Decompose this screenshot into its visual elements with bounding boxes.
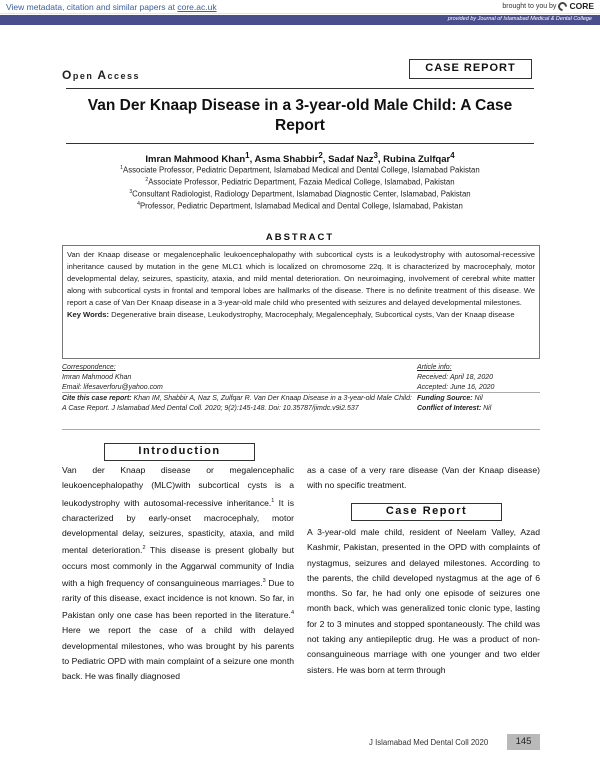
correspondence-name: Imran Mahmood Khan xyxy=(62,374,132,381)
intro-part-5: Here we report the case of a child with delayed developmental milestones, who was brought by his parents to Pediatric OPD with main complaint of a seizure one month back. He was finally diagnosed xyxy=(62,625,294,682)
introduction-text xyxy=(62,463,294,685)
intro-part-1: Van der Knaap disease or megalencephalic leukoencephalopathy (MLC)with subcortical cysts is a leukodystrophy with autosomal-recessive inheritance. xyxy=(62,465,294,508)
title-line-2: Report xyxy=(275,117,325,134)
funding-block xyxy=(417,394,540,414)
conflict-label: Conflict of Interest: xyxy=(417,405,482,412)
affiliation-1 xyxy=(0,165,600,175)
intro-ref-2: 2 xyxy=(142,545,146,552)
received-date: Received: April 18, 2020 xyxy=(417,374,494,381)
author-2-sup: 2 xyxy=(318,151,323,160)
open-access-ccess: ccess xyxy=(107,71,141,81)
keywords-label: Key Words: xyxy=(67,310,110,319)
aff-2-num: 2 xyxy=(145,177,149,183)
aff-3-text: Consultant Radiologist, Radiology Department, Islamabad Diagnostic Center, Islamabad, Pakistan xyxy=(132,189,471,199)
funding-value: Nil xyxy=(472,395,483,402)
affiliation-4 xyxy=(0,201,600,211)
author-1-sup: 1 xyxy=(245,151,250,160)
author-2: Asma Shabbir xyxy=(254,154,319,166)
aff-1-num: 1 xyxy=(120,165,124,171)
case-report-heading: Case Report xyxy=(351,503,502,521)
funding-label: Funding Source: xyxy=(417,395,473,402)
conflict-value: Nil xyxy=(481,405,492,412)
citation-text: Khan IM, Shabbir A, Naz S, Zulfqar R. Van Der Knaap Disease in a 3-year-old Male Child: A Case Report. J Islamabad Med Dental Coll. 2020; 9(2):145-148. Doi: 10.35787/jimdc.v9i2.537 xyxy=(62,395,412,412)
open-access-a: A xyxy=(97,68,108,82)
intro-part-4: Due to rarity of this disease, exact incidence is not known. So far, in Pakistan only one case has been reported in the literature. xyxy=(62,577,294,621)
divider xyxy=(62,429,540,430)
citation-label: Cite this case report: xyxy=(62,395,132,402)
citation-block xyxy=(62,394,414,414)
core-topbar xyxy=(0,0,600,14)
aff-1-text: Associate Professor, Pediatric Department, Islamabad Medical and Dental College, Islamabad Pakistan xyxy=(123,165,480,175)
author-4-sup: 4 xyxy=(450,151,455,160)
correspondence-block xyxy=(62,363,412,393)
intro-ref-3: 3 xyxy=(262,577,266,584)
keywords-text: Degenerative brain disease, Leukodystrophy, Macrocephaly, Megalencephaly, Subcortical cysts, Van der Knaap disease xyxy=(109,310,515,319)
affiliation-3 xyxy=(0,189,600,199)
introduction-heading: Introduction xyxy=(104,443,255,461)
view-metadata-link[interactable] xyxy=(6,2,217,12)
correspondence-email[interactable]: Email: lifesaverforu@yahoo.com xyxy=(62,384,163,391)
brought-by-text: brought to you by xyxy=(502,2,557,10)
author-sep: , xyxy=(249,154,255,166)
case-report-text: A 3-year-old male child, resident of Neelam Valley, Azad Kashmir, Pakistan, presented in the OPD with complaints of nystagmus, seizures and delayed milestones. According to the parents, the child developed nystagmus at the age of 6 months. So far, he had only one episode of seizures one month back, which was generalized tonic clonic type, lasting for 2 to 3 minutes and stopped spontaneously. The child was not taking any antiepileptic drug. He was a product of non-consanguineous marriage with one younger and two elder sisters. He was born at term through xyxy=(307,527,540,675)
author-3: Sadaf Naz xyxy=(328,154,374,166)
intro-ref-1: 1 xyxy=(271,497,275,504)
aff-3-num: 3 xyxy=(129,189,133,195)
divider xyxy=(62,392,540,393)
journal-footer: J Islamabad Med Dental Coll 2020 xyxy=(369,738,489,747)
open-access-label xyxy=(62,68,140,82)
abstract-heading: ABSTRACT xyxy=(265,232,335,243)
author-sep: , xyxy=(377,154,384,166)
accepted-date: Accepted: June 16, 2020 xyxy=(417,384,495,391)
correspondence-label: Correspondence: xyxy=(62,364,116,371)
provided-by-banner xyxy=(0,15,600,25)
provided-by-text: provided by Journal of Islamabad Medical & Dental College xyxy=(447,16,592,22)
core-logo-icon xyxy=(557,0,570,12)
affiliation-2 xyxy=(0,177,600,187)
page-number: 145 xyxy=(507,734,540,750)
aff-2-text: Associate Professor, Pediatric Department, Fazaia Medical College, Islamabad, Pakistan xyxy=(148,177,455,187)
aff-4-text: Professor, Pediatric Department, Islamabad Medical and Dental College, Islamabad, Pakistan xyxy=(139,201,463,211)
intro-ref-4: 4 xyxy=(290,610,294,617)
core-logo-text: CORE xyxy=(569,1,594,11)
abstract-box xyxy=(62,245,540,359)
author-sep: , xyxy=(322,154,329,166)
abstract-body: Van der Knaap disease or megalencephalic leukoencephalopathy with subcortical cysts is a leukodystrophy with autosomal-recessive inheritance caused by mutation in the gene MLC1 which is localized on chromosome 22q. It is characterized by macrocephaly, motor developmental delay, seizures, spasticity, ataxia, and mild mental deterioration. On neuroimaging, involvement of cerebral white matter along with subcortical cysts in frontal and temporal lobes are hallmarks of the disease. There is no definite treatment of this disease. We report a case of Van Der Knaap disease in a 3-year-old male child who presented with seizures and delayed developmental milestones. xyxy=(67,250,535,307)
intro-part-3: This disease is present globally but occurs most commonly in the Aggarwal community of India with a high frequency of consanguineous marriages. xyxy=(62,545,294,588)
article-info-label: Article info: xyxy=(417,364,452,371)
title-line-1: Van Der Knaap Disease in a 3-year-old Male Child: A Case xyxy=(87,97,513,114)
core-link[interactable]: core.ac.uk xyxy=(177,2,217,12)
case-report-badge: CASE REPORT xyxy=(409,59,532,79)
view-metadata-text: View metadata, citation and similar papers at xyxy=(6,2,178,12)
author-3-sup: 3 xyxy=(373,151,378,160)
intro-part-2: It is characterized by early-onset macrocephaly, motor developmental delay, seizures, spasticity, ataxia, and mild mental deterioration. xyxy=(62,497,294,556)
paper-title xyxy=(66,96,534,136)
author-4: Rubina Zulfqar xyxy=(383,154,451,166)
author-1: Imran Mahmood Khan xyxy=(145,154,246,166)
article-info-block xyxy=(417,363,540,393)
author-list xyxy=(0,151,600,165)
brought-by-core[interactable] xyxy=(502,1,594,11)
open-access-o: O xyxy=(62,68,73,82)
open-access-pen: pen xyxy=(72,71,98,81)
title-box xyxy=(66,88,534,144)
aff-4-num: 4 xyxy=(137,201,140,207)
introduction-continuation: as a case of a very rare disease (Van der Knaap disease) with no specific treatment. xyxy=(307,465,540,491)
